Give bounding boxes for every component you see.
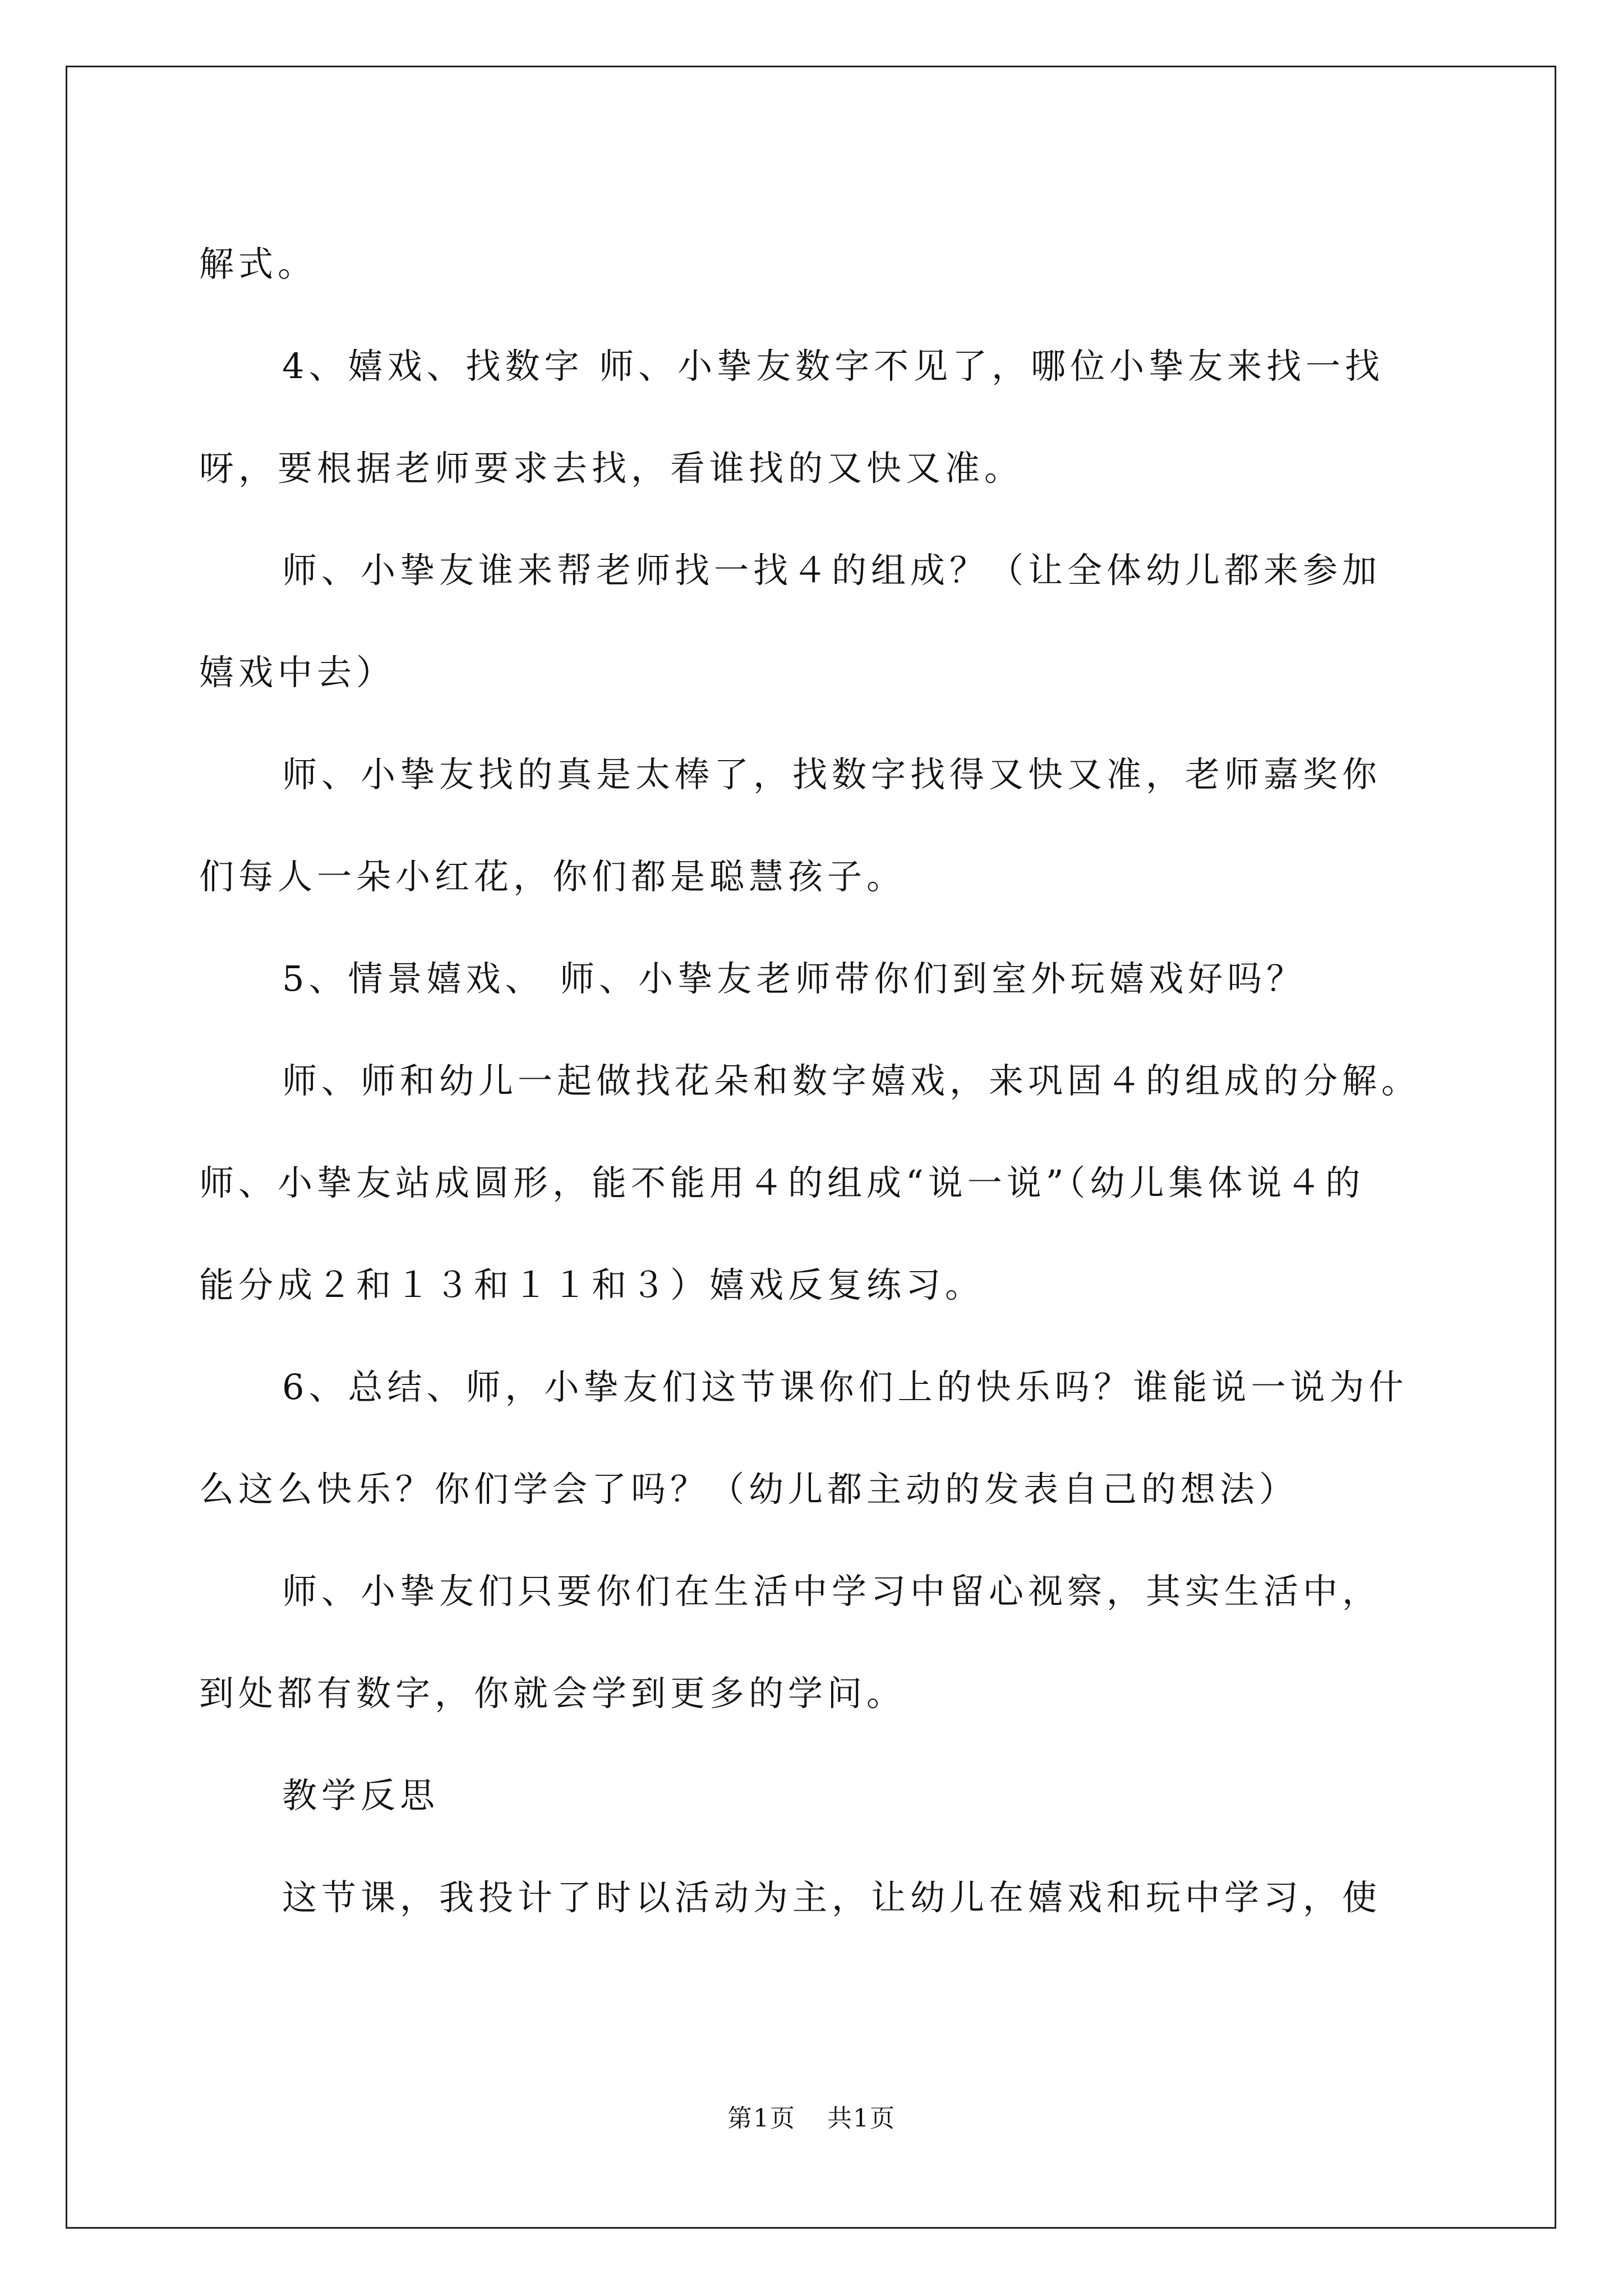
line-16: 教学反思 xyxy=(282,1775,440,1816)
line-9: 师、师和幼儿一起做找花朵和数字嬉戏，来巩固４的组成的分解。 xyxy=(282,1060,1421,1101)
line-17: 这节课，我投计了时以活动为主，让幼儿在嬉戏和玩中学习，使 xyxy=(282,1877,1382,1918)
line-10: 师、小挚友站成圆形，能不能用４的组成“说一说”（幼儿集体说４的 xyxy=(199,1162,1365,1203)
line-15: 到处都有数字，你就会学到更多的学问。 xyxy=(199,1673,906,1714)
line-4: 师、小挚友谁来帮老师找一找４的组成？（让全体幼儿都来参加 xyxy=(282,550,1382,591)
line-8: 5、情景嬉戏、 师、小挚友老师带你们到室外玩嬉戏好吗？ xyxy=(282,958,1306,999)
page-footer xyxy=(0,2098,1623,2134)
line-5: 嬉戏中去） xyxy=(199,652,396,693)
line-3: 呀，要根据老师要求去找，看谁找的又快又准。 xyxy=(199,448,1024,489)
line-12: 6、总结、师，小挚友们这节课你们上的快乐吗？谁能说一说为什 xyxy=(282,1366,1408,1407)
line-6: 师、小挚友找的真是太棒了，找数字找得又快又准，老师嘉奖你 xyxy=(282,754,1382,795)
line-7: 们每人一朵小红花，你们都是聪慧孩子。 xyxy=(199,856,906,897)
line-14: 师、小挚友们只要你们在生活中学习中留心视察，其实生活中， xyxy=(282,1571,1382,1612)
line-1: 解式。 xyxy=(199,243,317,284)
page-number-total: 共1页 xyxy=(827,2104,896,2133)
page-number-current: 第1页 xyxy=(727,2104,796,2133)
line-11: 能分成２和１３和１１和３）嬉戏反复练习。 xyxy=(199,1264,985,1305)
line-2: 4、嬉戏、找数字 师、小挚友数字不见了，哪位小挚友来找一找 xyxy=(282,346,1385,386)
line-13: 么这么快乐？你们学会了吗？（幼儿都主动的发表自己的想法） xyxy=(199,1469,1299,1510)
